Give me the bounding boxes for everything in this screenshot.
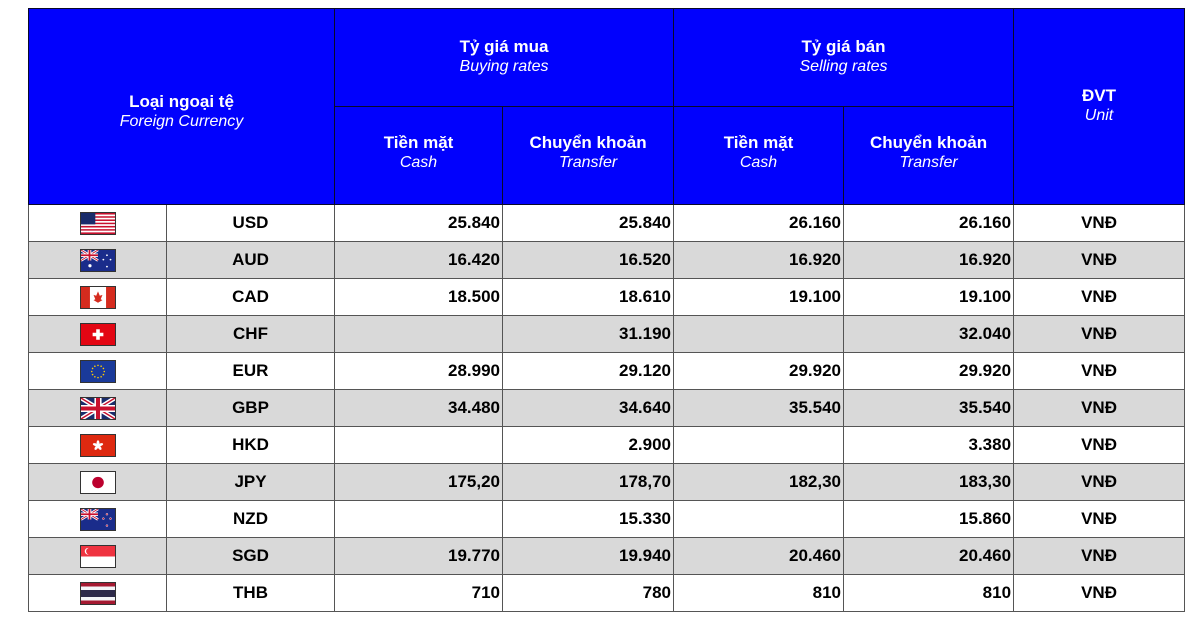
sell-transfer-cell: 810 (844, 575, 1014, 612)
ca-flag-icon (80, 286, 116, 309)
unit-header-vi: ĐVT (1082, 86, 1117, 105)
sell-transfer-cell: 20.460 (844, 538, 1014, 575)
buy-transfer-cell: 34.640 (503, 390, 674, 427)
buy-cash-header-vi: Tiền mặt (383, 133, 454, 152)
table-row (29, 538, 1185, 575)
sell-transfer-header (844, 107, 1014, 205)
table-row (29, 390, 1185, 427)
buy-cash-cell: 19.770 (335, 538, 503, 575)
unit-cell: VNĐ (1014, 279, 1185, 316)
sg-flag-icon (80, 545, 116, 568)
unit-cell: VNĐ (1014, 427, 1185, 464)
sell-cash-header-vi: Tiền mặt (723, 133, 794, 152)
sell-transfer-cell: 19.100 (844, 279, 1014, 316)
table-row (29, 501, 1185, 538)
table-row (29, 464, 1185, 501)
buy-transfer-header (503, 107, 674, 205)
sell-cash-cell: 29.920 (674, 353, 844, 390)
sell-cash-header (674, 107, 844, 205)
buy-cash-header-en: Cash (399, 154, 438, 171)
unit-header-en: Unit (1084, 107, 1114, 124)
buy-transfer-cell: 780 (503, 575, 674, 612)
unit-cell: VNĐ (1014, 464, 1185, 501)
flag-cell (29, 390, 167, 427)
flag-cell (29, 353, 167, 390)
buy-cash-cell (335, 501, 503, 538)
buy-cash-header (335, 107, 503, 205)
currency-code-cell: EUR (167, 353, 335, 390)
unit-cell: VNĐ (1014, 501, 1185, 538)
buy-cash-cell: 28.990 (335, 353, 503, 390)
us-flag-icon (80, 212, 116, 235)
selling-header-en: Selling rates (799, 58, 888, 75)
buying-header-en: Buying rates (459, 58, 549, 75)
table-row (29, 575, 1185, 612)
flag-cell (29, 464, 167, 501)
au-flag-icon (80, 249, 116, 272)
sell-cash-cell: 35.540 (674, 390, 844, 427)
buy-transfer-header-en: Transfer (558, 154, 618, 171)
sell-transfer-cell: 15.860 (844, 501, 1014, 538)
sell-transfer-cell: 35.540 (844, 390, 1014, 427)
table-row (29, 279, 1185, 316)
buying-header-vi: Tỷ giá mua (459, 37, 549, 56)
flag-cell (29, 242, 167, 279)
unit-cell: VNĐ (1014, 205, 1185, 242)
unit-header (1014, 9, 1185, 205)
buy-transfer-cell: 18.610 (503, 279, 674, 316)
sell-transfer-cell: 183,30 (844, 464, 1014, 501)
buy-cash-cell (335, 427, 503, 464)
currency-header-vi: Loại ngoại tệ (129, 92, 234, 111)
sell-transfer-header-vi: Chuyển khoản (869, 133, 988, 152)
currency-code-cell: HKD (167, 427, 335, 464)
currency-code-cell: AUD (167, 242, 335, 279)
buy-cash-cell: 710 (335, 575, 503, 612)
currency-code-cell: CHF (167, 316, 335, 353)
sell-cash-header-en: Cash (739, 154, 778, 171)
sell-cash-cell (674, 427, 844, 464)
table-row (29, 205, 1185, 242)
currency-code-cell: GBP (167, 390, 335, 427)
sell-cash-cell: 26.160 (674, 205, 844, 242)
jp-flag-icon (80, 471, 116, 494)
ch-flag-icon (80, 323, 116, 346)
buy-transfer-header-vi: Chuyển khoản (529, 133, 647, 152)
unit-cell: VNĐ (1014, 538, 1185, 575)
currency-code-cell: USD (167, 205, 335, 242)
sell-transfer-cell: 3.380 (844, 427, 1014, 464)
currency-header-en: Foreign Currency (119, 113, 244, 130)
sell-transfer-cell: 16.920 (844, 242, 1014, 279)
flag-cell (29, 205, 167, 242)
flag-cell (29, 575, 167, 612)
flag-cell (29, 316, 167, 353)
flag-cell (29, 501, 167, 538)
buy-cash-cell: 16.420 (335, 242, 503, 279)
flag-cell (29, 427, 167, 464)
currency-code-cell: NZD (167, 501, 335, 538)
buy-transfer-cell: 29.120 (503, 353, 674, 390)
sell-transfer-cell: 26.160 (844, 205, 1014, 242)
sell-cash-cell (674, 316, 844, 353)
sell-cash-cell: 20.460 (674, 538, 844, 575)
currency-code-cell: JPY (167, 464, 335, 501)
eu-flag-icon (80, 360, 116, 383)
buy-transfer-cell: 16.520 (503, 242, 674, 279)
currency-code-cell: THB (167, 575, 335, 612)
unit-cell: VNĐ (1014, 390, 1185, 427)
buy-cash-cell: 25.840 (335, 205, 503, 242)
flag-cell (29, 538, 167, 575)
currency-code-cell: CAD (167, 279, 335, 316)
buy-cash-cell: 18.500 (335, 279, 503, 316)
th-flag-icon (80, 582, 116, 605)
buy-transfer-cell: 19.940 (503, 538, 674, 575)
sell-cash-cell (674, 501, 844, 538)
buy-cash-cell: 175,20 (335, 464, 503, 501)
sell-transfer-header-en: Transfer (899, 154, 958, 171)
buy-transfer-cell: 25.840 (503, 205, 674, 242)
unit-cell: VNĐ (1014, 353, 1185, 390)
buying-rates-header (335, 9, 674, 107)
unit-cell: VNĐ (1014, 316, 1185, 353)
sell-transfer-cell: 32.040 (844, 316, 1014, 353)
exchange-rate-table (28, 8, 1185, 612)
buy-transfer-cell: 2.900 (503, 427, 674, 464)
sell-cash-cell: 16.920 (674, 242, 844, 279)
unit-cell: VNĐ (1014, 242, 1185, 279)
sell-transfer-cell: 29.920 (844, 353, 1014, 390)
currency-code-cell: SGD (167, 538, 335, 575)
buy-cash-cell: 34.480 (335, 390, 503, 427)
selling-header-vi: Tỷ giá bán (801, 37, 886, 56)
hk-flag-icon (80, 434, 116, 457)
selling-rates-header (674, 9, 1014, 107)
nz-flag-icon (80, 508, 116, 531)
sell-cash-cell: 182,30 (674, 464, 844, 501)
table-row (29, 242, 1185, 279)
buy-transfer-cell: 178,70 (503, 464, 674, 501)
buy-transfer-cell: 31.190 (503, 316, 674, 353)
unit-cell: VNĐ (1014, 575, 1185, 612)
sell-cash-cell: 19.100 (674, 279, 844, 316)
gb-flag-icon (80, 397, 116, 420)
flag-cell (29, 279, 167, 316)
table-row (29, 427, 1185, 464)
table-row (29, 316, 1185, 353)
currency-header (29, 9, 335, 205)
table-row (29, 353, 1185, 390)
buy-transfer-cell: 15.330 (503, 501, 674, 538)
sell-cash-cell: 810 (674, 575, 844, 612)
buy-cash-cell (335, 316, 503, 353)
